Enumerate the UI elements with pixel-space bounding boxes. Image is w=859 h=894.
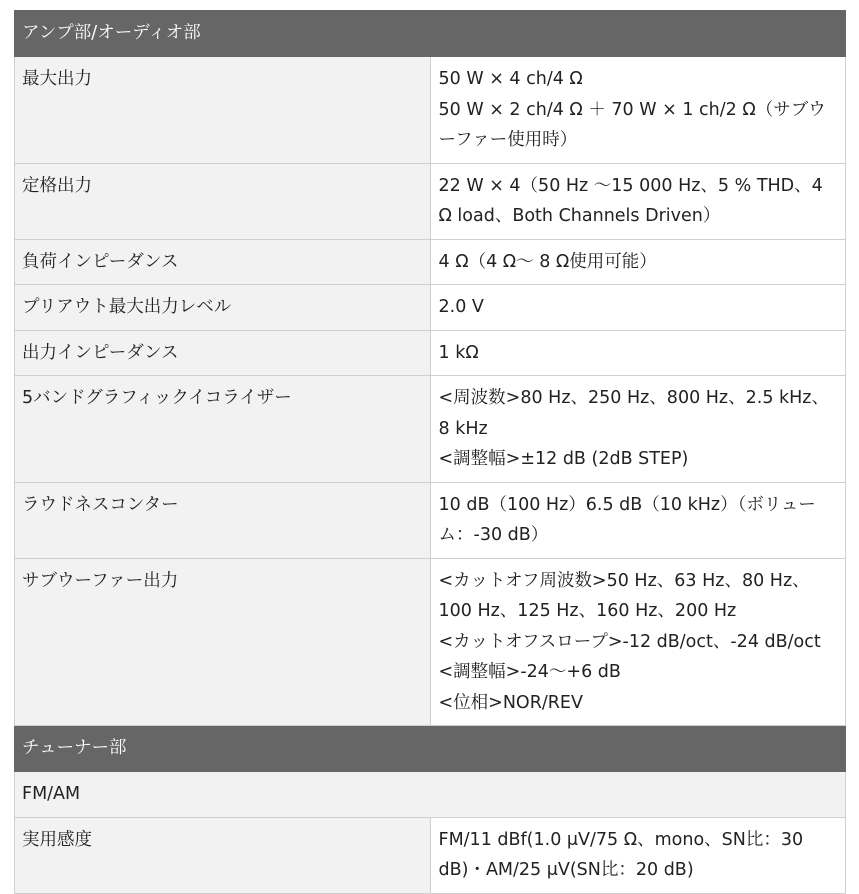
- section-header-amp: [15, 11, 846, 57]
- spec-label: 定格出力: [15, 163, 431, 239]
- spec-label: ラウドネスコンター: [15, 482, 431, 558]
- spec-row-graphic-eq: [15, 376, 846, 483]
- spec-label: 出力インピーダンス: [15, 330, 431, 376]
- spec-value: [430, 57, 846, 164]
- spec-table: [14, 10, 846, 894]
- spec-value-line: 22 W × 4（50 Hz ～15 000 Hz、5 % THD、4 Ω load、Both Channels Driven）: [438, 175, 823, 226]
- spec-row-loudness: [15, 482, 846, 558]
- spec-value-line: <位相>NOR/REV: [438, 692, 583, 713]
- spec-row-output-impedance: [15, 330, 846, 376]
- spec-label: プリアウト最大出力レベル: [15, 285, 431, 331]
- spec-row-rated-output: [15, 163, 846, 239]
- spec-value: [430, 558, 846, 726]
- spec-row-sensitivity: [15, 817, 846, 893]
- spec-row-load-impedance: [15, 239, 846, 285]
- spec-value-line: FM/11 dBf(1.0 μV/75 Ω、mono、SN比：30 dB)・AM/25 μV(SN比：20 dB): [438, 829, 804, 880]
- spec-value-line: <カットオフ周波数>50 Hz、63 Hz、80 Hz、100 Hz、125 Hz、160 Hz、200 Hz: [438, 570, 810, 621]
- spec-value-line: 2.0 V: [438, 297, 484, 317]
- spec-label: 負荷インピーダンス: [15, 239, 431, 285]
- spec-value: [430, 163, 846, 239]
- spec-value: [430, 330, 846, 376]
- spec-value-line: 50 W × 4 ch/4 Ω: [438, 69, 583, 89]
- spec-value-line: <調整幅>-24～+6 dB: [438, 662, 621, 682]
- spec-label: サブウーファー出力: [15, 558, 431, 726]
- spec-value: [430, 239, 846, 285]
- spec-value: [430, 285, 846, 331]
- spec-label: 5バンドグラフィックイコライザー: [15, 376, 431, 483]
- spec-value: [430, 817, 846, 893]
- spec-value: [430, 376, 846, 483]
- spec-row-subwoofer-output: [15, 558, 846, 726]
- spec-row-max-output: [15, 57, 846, 164]
- section-title: チューナー部: [15, 726, 846, 772]
- section-title: アンプ部/オーディオ部: [15, 11, 846, 57]
- spec-value: [430, 482, 846, 558]
- spec-label: 実用感度: [15, 817, 431, 893]
- spec-value-line: 4 Ω（4 Ω～ 8 Ω使用可能）: [438, 251, 657, 272]
- spec-value-line: <周波数>80 Hz、250 Hz、800 Hz、2.5 kHz、8 kHz: [438, 388, 829, 439]
- spec-label: 最大出力: [15, 57, 431, 164]
- spec-value-line: <カットオフスロープ>-12 dB/oct、-24 dB/oct: [438, 631, 821, 652]
- subheader-fm-am: [15, 772, 846, 818]
- spec-value-line: 10 dB（100 Hz）6.5 dB（10 kHz）（ボリューム：-30 dB）: [438, 494, 816, 545]
- spec-row-preout-level: [15, 285, 846, 331]
- spec-value-line: <調整幅>±12 dB (2dB STEP): [438, 449, 689, 469]
- subheader-label: FM/AM: [15, 772, 846, 818]
- section-header-tuner: [15, 726, 846, 772]
- spec-value-line: 1 kΩ: [438, 342, 479, 363]
- spec-value-line: 50 W × 2 ch/4 Ω ＋ 70 W × 1 ch/2 Ω（サブウーファー使用時）: [438, 99, 826, 150]
